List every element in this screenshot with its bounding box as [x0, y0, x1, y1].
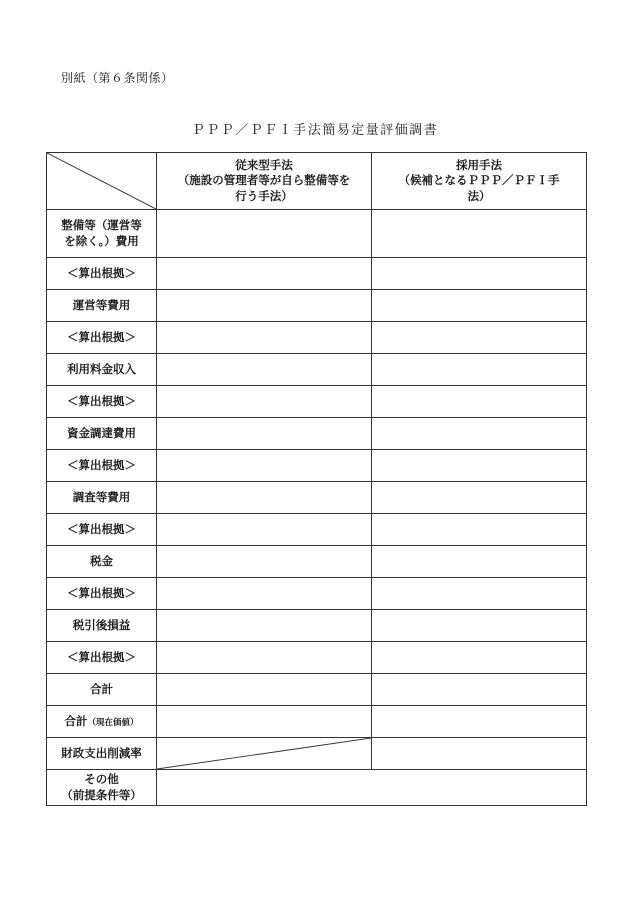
conventional-value-cell[interactable] [157, 258, 372, 290]
conventional-header-line2: （施設の管理者等が自ら整備等を [177, 173, 351, 188]
conventional-value-cell[interactable] [157, 610, 372, 642]
adopted-value-cell[interactable] [372, 386, 587, 418]
table-row [47, 322, 587, 354]
adopted-value-cell[interactable] [372, 290, 587, 322]
table-row [47, 386, 587, 418]
row-label-fiscal-reduction-rate: 財政支出削減率 [47, 738, 157, 770]
row-label-basis: ＜算出根拠＞ [47, 578, 157, 610]
row-label-after-tax-profit: 税引後損益 [47, 610, 157, 642]
adopted-value-cell[interactable] [372, 258, 587, 290]
row-label-line: 整備等（運営等 [61, 217, 142, 232]
adopted-value-cell[interactable] [372, 738, 587, 770]
adopted-header-line2: （候補となるＰＰＰ／ＰＦＩ手 [398, 173, 560, 188]
row-label-total: 合計 [47, 674, 157, 706]
header-corner-cell [47, 153, 157, 210]
adopted-value-cell[interactable] [372, 418, 587, 450]
row-label-basis: ＜算出根拠＞ [47, 386, 157, 418]
conventional-method-header [157, 153, 372, 210]
table-row [47, 770, 587, 806]
adopted-method-header [372, 153, 587, 210]
table-row [47, 450, 587, 482]
conventional-value-cell[interactable] [157, 450, 372, 482]
table-row [47, 482, 587, 514]
table-row [47, 610, 587, 642]
adopted-value-cell[interactable] [372, 706, 587, 738]
conventional-value-cell[interactable] [157, 354, 372, 386]
row-label-total-present-value [47, 706, 157, 738]
adopted-header-line1: 採用手法 [456, 157, 502, 172]
other-value-cell[interactable] [157, 770, 587, 806]
row-label-basis: ＜算出根拠＞ [47, 450, 157, 482]
row-label-other [47, 770, 157, 806]
adopted-value-cell[interactable] [372, 674, 587, 706]
row-label-tax: 税金 [47, 546, 157, 578]
row-label-survey-cost: 調査等費用 [47, 482, 157, 514]
row-label-line: その他 [84, 771, 119, 786]
adopted-value-cell[interactable] [372, 322, 587, 354]
header-row [47, 153, 587, 210]
table-row [47, 418, 587, 450]
row-label-main: 合計 [64, 713, 88, 728]
conventional-value-cell[interactable] [157, 514, 372, 546]
row-label-note: （現在価値） [87, 717, 139, 728]
annex-label: 別紙（第６条関係） [61, 71, 174, 85]
adopted-value-cell[interactable] [372, 354, 587, 386]
conventional-value-cell[interactable] [157, 674, 372, 706]
table-row [47, 354, 587, 386]
adopted-value-cell[interactable] [372, 610, 587, 642]
table-row [47, 738, 587, 770]
diagonal-line [47, 153, 156, 209]
conventional-value-cell[interactable] [157, 418, 372, 450]
table-row [47, 290, 587, 322]
adopted-header-line3: 法） [467, 188, 491, 203]
conventional-value-cell-crossed [157, 738, 372, 770]
conventional-value-cell[interactable] [157, 546, 372, 578]
adopted-value-cell[interactable] [372, 450, 587, 482]
row-label-operation-cost: 運営等費用 [47, 290, 157, 322]
adopted-value-cell[interactable] [372, 514, 587, 546]
conventional-value-cell[interactable] [157, 386, 372, 418]
conventional-value-cell[interactable] [157, 642, 372, 674]
diagonal-line [157, 738, 371, 769]
adopted-value-cell[interactable] [372, 642, 587, 674]
adopted-value-cell[interactable] [372, 578, 587, 610]
row-label-financing-cost: 資金調達費用 [47, 418, 157, 450]
conventional-header-line1: 従来型手法 [235, 157, 293, 172]
row-label-basis: ＜算出根拠＞ [47, 322, 157, 354]
table-row [47, 642, 587, 674]
conventional-value-cell[interactable] [157, 210, 372, 258]
row-label-line: を除く。）費用 [64, 233, 139, 248]
adopted-value-cell[interactable] [372, 210, 587, 258]
adopted-value-cell[interactable] [372, 546, 587, 578]
table-row [47, 706, 587, 738]
table-row [47, 514, 587, 546]
row-label-basis: ＜算出根拠＞ [47, 642, 157, 674]
conventional-value-cell[interactable] [157, 290, 372, 322]
row-label-basis: ＜算出根拠＞ [47, 258, 157, 290]
adopted-value-cell[interactable] [372, 482, 587, 514]
conventional-value-cell[interactable] [157, 322, 372, 354]
document-title: ＰＰＰ／ＰＦＩ手法簡易定量評価調書 [191, 123, 439, 138]
evaluation-table [46, 152, 587, 806]
conventional-value-cell[interactable] [157, 578, 372, 610]
conventional-header-line3: 行う手法） [235, 188, 293, 203]
row-label-basis: ＜算出根拠＞ [47, 514, 157, 546]
row-label-usage-fee-income: 利用料金収入 [47, 354, 157, 386]
table-row [47, 674, 587, 706]
row-label-construction-cost [47, 210, 157, 258]
table-row [47, 546, 587, 578]
conventional-value-cell[interactable] [157, 706, 372, 738]
table-row [47, 578, 587, 610]
row-label-line: （前提条件等） [61, 787, 142, 802]
table-row [47, 258, 587, 290]
table-row [47, 210, 587, 258]
conventional-value-cell[interactable] [157, 482, 372, 514]
